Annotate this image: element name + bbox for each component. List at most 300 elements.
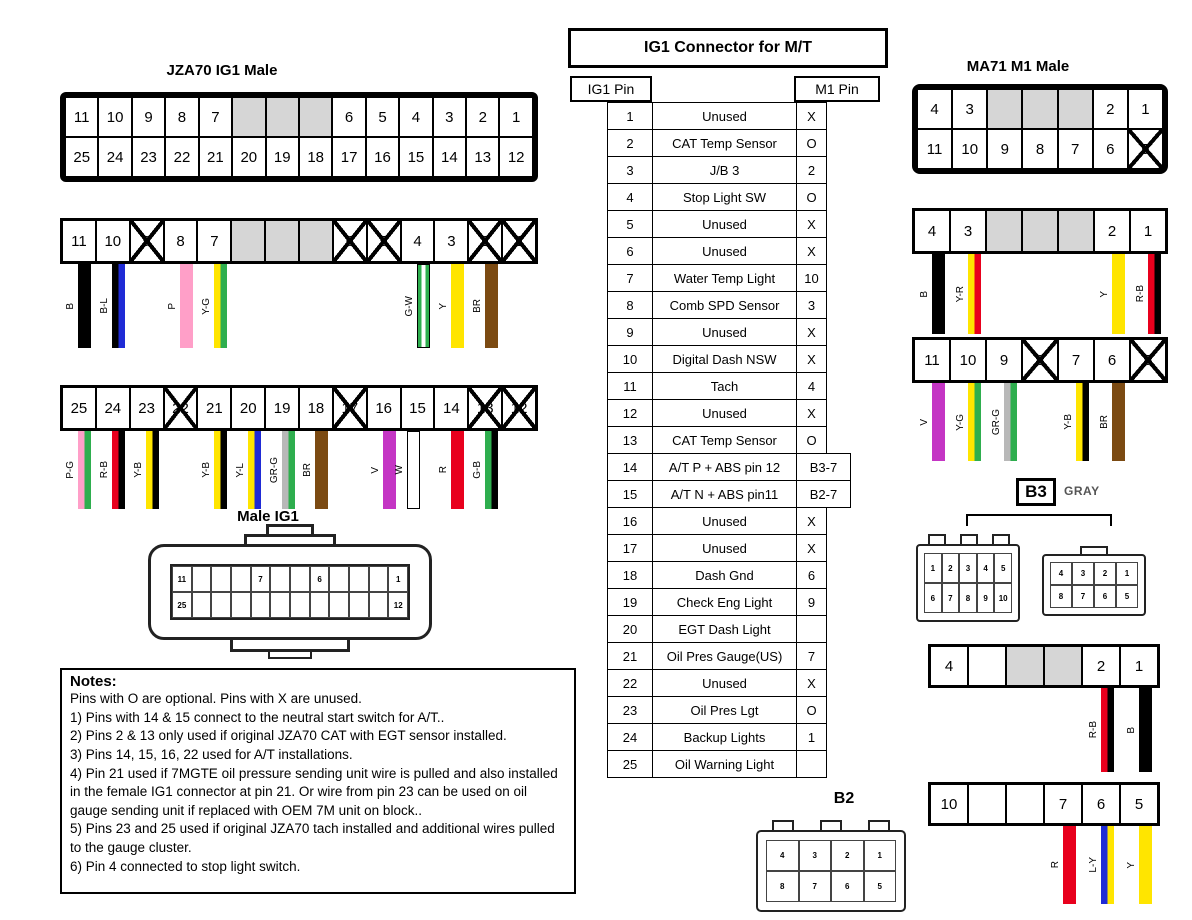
pin-cell bbox=[968, 784, 1006, 824]
pin-cell-13: 13 bbox=[468, 387, 502, 429]
connector-table-row bbox=[607, 129, 851, 157]
m1-pin-cell: X bbox=[796, 237, 827, 265]
pin-cell-6: 6 bbox=[1093, 129, 1128, 169]
drawing-pin-cell bbox=[231, 566, 251, 592]
signal-description-cell: EGT Dash Light bbox=[652, 615, 797, 643]
drawing-pin-cell-5: 5 bbox=[994, 553, 1012, 583]
signal-description-cell: Unused bbox=[652, 237, 797, 265]
drawing-pin-cell bbox=[290, 592, 310, 618]
drawing-pin-row bbox=[1050, 562, 1138, 585]
pin-cell-4: 4 bbox=[917, 89, 952, 129]
wire-r-b bbox=[1082, 688, 1120, 772]
connector-body bbox=[148, 544, 432, 640]
signal-description-cell: Unused bbox=[652, 669, 797, 697]
pin-cell-15: 15 bbox=[399, 137, 432, 177]
pin-cell-14: 14 bbox=[434, 387, 468, 429]
signal-description-cell: J/B 3 bbox=[652, 156, 797, 184]
drawing-pin-row bbox=[766, 871, 896, 902]
wire-color-label: Y-L bbox=[234, 462, 246, 478]
wire-bar bbox=[1112, 383, 1125, 461]
wire-bar bbox=[932, 254, 945, 334]
pin-cell-21: 21 bbox=[199, 137, 232, 177]
signal-description-cell: Comb SPD Sensor bbox=[652, 291, 797, 319]
m1-pin-cell: O bbox=[796, 129, 827, 157]
connector-table-row bbox=[607, 345, 851, 373]
pin-cell bbox=[265, 220, 299, 262]
wire-color-label: V bbox=[370, 466, 382, 474]
drawing-pin-cell-8: 8 bbox=[766, 871, 799, 902]
ma71-wires-middle bbox=[914, 383, 1166, 463]
pin-cell-19: 19 bbox=[266, 137, 299, 177]
pin-cell-13: 13 bbox=[466, 137, 499, 177]
wire-bar bbox=[180, 264, 193, 348]
connector-table-row bbox=[607, 669, 851, 697]
drawing-pin-cell bbox=[329, 566, 349, 592]
drawing-pin-cell-10: 10 bbox=[994, 583, 1012, 613]
wire-bar bbox=[932, 383, 945, 461]
m1-pin-cell: X bbox=[796, 507, 827, 535]
signal-description-cell: Unused bbox=[652, 399, 797, 427]
drawing-pin-cell-8: 8 bbox=[959, 583, 977, 613]
connector-table-row bbox=[607, 642, 851, 670]
drawing-pin-cell-4: 4 bbox=[766, 840, 799, 871]
signal-description-cell: Unused bbox=[652, 102, 797, 130]
m1-pin-cell: X bbox=[796, 210, 827, 238]
pin-cell-7: 7 bbox=[1058, 129, 1093, 169]
jza70-wires-bottom bbox=[62, 431, 536, 511]
drawing-pin-cell bbox=[211, 566, 231, 592]
m1-pin-cell: X bbox=[796, 669, 827, 697]
wire-color-label: GR-G bbox=[268, 456, 280, 484]
b3-connector-drawing-right bbox=[1042, 546, 1146, 616]
drawing-pin-cell-6: 6 bbox=[924, 583, 942, 613]
pin-cell-3: 3 bbox=[434, 220, 468, 262]
pin-cell-1: 1 bbox=[1130, 210, 1166, 252]
connector-table-row bbox=[607, 372, 851, 400]
note-line: 3) Pins 14, 15, 16, 22 used for A/T installations. bbox=[70, 746, 353, 762]
jza70-pin-row-bottom bbox=[60, 385, 538, 431]
wire-bar bbox=[1063, 826, 1076, 904]
pin-cell-15: 15 bbox=[401, 387, 435, 429]
pin-cell bbox=[1022, 210, 1058, 252]
ig1-pin-cell: 12 bbox=[607, 399, 653, 427]
signal-description-cell: CAT Temp Sensor bbox=[652, 129, 797, 157]
signal-description-cell: Digital Dash NSW bbox=[652, 345, 797, 373]
wire-bar bbox=[214, 431, 227, 509]
wire-bar bbox=[1139, 826, 1152, 904]
pin-cell-4: 4 bbox=[399, 97, 432, 137]
m1-pin-cell: X bbox=[796, 102, 827, 130]
pin-cell-5: 5 bbox=[1128, 129, 1163, 169]
pin-cell-6: 6 bbox=[1082, 784, 1120, 824]
pin-cell-9: 9 bbox=[130, 220, 164, 262]
wire-color-label: BR bbox=[302, 463, 314, 477]
pin-cell-18: 18 bbox=[299, 387, 333, 429]
drawing-pin-row bbox=[1050, 585, 1138, 608]
pin-cell-11: 11 bbox=[62, 220, 96, 262]
drawing-pin-cell-1: 1 bbox=[924, 553, 942, 583]
note-line: 2) Pins 2 & 13 only used if original JZA70 CAT with EGT sensor installed. bbox=[70, 728, 507, 744]
m1-pin-cell bbox=[796, 615, 827, 643]
pin-cell-1: 1 bbox=[1120, 646, 1158, 686]
wire-b bbox=[1120, 688, 1158, 772]
pin-cell bbox=[1006, 646, 1044, 686]
ig1-pin-cell: 13 bbox=[607, 426, 653, 454]
m1-pin-cell: 3 bbox=[796, 291, 827, 319]
wire-bar bbox=[315, 431, 328, 509]
pin-cell-24: 24 bbox=[96, 387, 130, 429]
m1-pin-cell: 4 bbox=[796, 372, 827, 400]
wire-bar bbox=[214, 264, 227, 348]
wire-y-b bbox=[130, 431, 164, 509]
connector-table-row bbox=[607, 507, 851, 535]
signal-description-cell: Tach bbox=[652, 372, 797, 400]
wire-color-label: BR bbox=[1098, 415, 1110, 429]
pin-cell-16: 16 bbox=[366, 137, 399, 177]
wire-color-label: R bbox=[1049, 861, 1061, 869]
b3-right-pin-grid bbox=[1050, 562, 1138, 608]
wire-color-label: R-B bbox=[1087, 721, 1099, 739]
m1-pin-cell: 7 bbox=[796, 642, 827, 670]
drawing-pin-row bbox=[172, 592, 408, 618]
pin-cell-17: 17 bbox=[333, 387, 367, 429]
ma71-main-connector bbox=[912, 84, 1168, 174]
signal-description-cell: Oil Pres Lgt bbox=[652, 696, 797, 724]
drawing-pin-cell-7: 7 bbox=[251, 566, 271, 592]
b2-connector-label: B2 bbox=[833, 790, 855, 807]
connector-table-row bbox=[607, 318, 851, 346]
drawing-pin-row bbox=[924, 553, 1012, 583]
pin-cell-7: 7 bbox=[1044, 784, 1082, 824]
pin-cell-16: 16 bbox=[367, 387, 401, 429]
drawing-pin-cell bbox=[270, 592, 290, 618]
jza70-main-connector bbox=[60, 92, 538, 182]
signal-description-cell: CAT Temp Sensor bbox=[652, 426, 797, 454]
drawing-pin-cell bbox=[251, 592, 271, 618]
wire-color-label: Y bbox=[1098, 290, 1110, 298]
wire-w bbox=[391, 431, 425, 509]
b3-bracket-line bbox=[966, 514, 1112, 526]
pin-cell-1: 1 bbox=[502, 220, 536, 262]
b2-pin-grid bbox=[766, 840, 896, 902]
connector-table-row bbox=[607, 453, 851, 481]
ig1-pin-cell: 18 bbox=[607, 561, 653, 589]
wire-bar bbox=[112, 431, 125, 509]
wire-color-label: Y-B bbox=[1062, 414, 1074, 430]
wire-b bbox=[914, 254, 950, 334]
connector-table-row bbox=[607, 399, 851, 427]
drawing-pin-cell-1: 1 bbox=[1116, 562, 1138, 585]
connector-table-row bbox=[607, 237, 851, 265]
wire-br bbox=[299, 431, 333, 509]
wire-v bbox=[914, 383, 950, 461]
wire-bar bbox=[1139, 688, 1152, 772]
m1-pin-cell bbox=[796, 750, 827, 778]
pin-cell-5: 5 bbox=[367, 220, 401, 262]
wire-bar bbox=[417, 264, 430, 348]
note-line: 1) Pins with 14 & 15 connect to the neutral start switch for A/T.. bbox=[70, 709, 445, 725]
drawing-pin-cell-1: 1 bbox=[388, 566, 408, 592]
pin-cell-2: 2 bbox=[1094, 210, 1130, 252]
signal-description-cell: A/T N + ABS pin11 bbox=[652, 480, 797, 508]
wire-color-label: Y-B bbox=[133, 462, 145, 478]
jza70-title: JZA70 IG1 Male bbox=[166, 62, 278, 79]
wire-bar bbox=[78, 264, 91, 348]
wire-bar bbox=[485, 264, 498, 348]
drawing-pin-cell bbox=[211, 592, 231, 618]
wire-bar bbox=[1148, 254, 1161, 334]
wire-color-label: Y-G bbox=[954, 413, 966, 431]
signal-description-cell: Unused bbox=[652, 318, 797, 346]
ig1-pin-cell: 23 bbox=[607, 696, 653, 724]
pin-cell-4: 4 bbox=[914, 210, 950, 252]
m1-pin-cell: 6 bbox=[796, 561, 827, 589]
ig1-pin-cell: 14 bbox=[607, 453, 653, 481]
wire-g-w bbox=[401, 264, 435, 348]
wire-color-label: B bbox=[65, 302, 77, 310]
wire-color-label: R-B bbox=[1134, 285, 1146, 303]
wire-bar bbox=[451, 431, 464, 509]
ig1-pin-cell: 20 bbox=[607, 615, 653, 643]
drawing-pin-cell bbox=[369, 592, 389, 618]
ig1-pin-cell: 2 bbox=[607, 129, 653, 157]
wire-r-b bbox=[1130, 254, 1166, 334]
drawing-pin-cell-7: 7 bbox=[942, 583, 960, 613]
pin-cell-11: 11 bbox=[914, 339, 950, 381]
pin-cell-9: 9 bbox=[987, 129, 1022, 169]
pin-cell bbox=[231, 220, 265, 262]
jza70-main-row1 bbox=[65, 97, 533, 137]
wire-r bbox=[434, 431, 468, 509]
wire-color-label: B bbox=[1125, 726, 1137, 734]
pin-cell-5: 5 bbox=[366, 97, 399, 137]
drawing-pin-cell bbox=[290, 566, 310, 592]
ma71-wires-b3 bbox=[930, 688, 1158, 774]
wire-y-b bbox=[197, 431, 231, 509]
wire-color-label: L-Y bbox=[1087, 857, 1099, 873]
connector-table-row bbox=[607, 264, 851, 292]
connector-table-row bbox=[607, 534, 851, 562]
wire-color-label: G-B bbox=[471, 461, 483, 479]
drawing-pin-cell-2: 2 bbox=[831, 840, 864, 871]
ig1-pin-cell: 5 bbox=[607, 210, 653, 238]
wire-bar bbox=[1004, 383, 1017, 461]
jza70-main-row2 bbox=[65, 137, 533, 177]
drawing-pin-cell bbox=[349, 592, 369, 618]
drawing-pin-cell-6: 6 bbox=[310, 566, 330, 592]
pin-cell-8: 8 bbox=[1022, 129, 1057, 169]
pin-cell-22: 22 bbox=[165, 137, 198, 177]
wire-r-b bbox=[96, 431, 130, 509]
m1-pin-cell: X bbox=[796, 399, 827, 427]
wire-color-label: Y bbox=[437, 302, 449, 310]
note-line: 5) Pins 23 and 25 used if original JZA70 tach installed and additional wires pulled to the gauge cluster. bbox=[70, 821, 555, 855]
ig1-pin-cell: 25 bbox=[607, 750, 653, 778]
drawing-pin-cell bbox=[369, 566, 389, 592]
drawing-pin-cell bbox=[329, 592, 349, 618]
ig1-pin-cell: 16 bbox=[607, 507, 653, 535]
drawing-pin-cell bbox=[192, 592, 212, 618]
pin-cell-2: 2 bbox=[1093, 89, 1128, 129]
pin-cell-10: 10 bbox=[930, 784, 968, 824]
connector-table-row bbox=[607, 615, 851, 643]
drawing-pin-cell-6: 6 bbox=[1094, 585, 1116, 608]
pin-cell-1: 1 bbox=[1128, 89, 1163, 129]
pin-cell-12: 12 bbox=[499, 137, 532, 177]
m1-pin-cell: O bbox=[796, 696, 827, 724]
ig1-pin-cell: 3 bbox=[607, 156, 653, 184]
connector-table-row bbox=[607, 696, 851, 724]
drawing-pin-cell-9: 9 bbox=[977, 583, 995, 613]
pin-cell-20: 20 bbox=[231, 387, 265, 429]
pin-cell-3: 3 bbox=[950, 210, 986, 252]
pin-cell-7: 7 bbox=[1058, 339, 1094, 381]
wire-y-g bbox=[950, 383, 986, 461]
wire-gr-g bbox=[265, 431, 299, 509]
drawing-pin-cell bbox=[349, 566, 369, 592]
drawing-pin-row bbox=[766, 840, 896, 871]
connector-pin-grid bbox=[170, 564, 410, 620]
pin-cell-23: 23 bbox=[132, 137, 165, 177]
wire-l-y bbox=[1082, 826, 1120, 904]
wire-p-g bbox=[62, 431, 96, 509]
drawing-pin-cell-5: 5 bbox=[864, 871, 897, 902]
male-ig1-label: Male IG1 bbox=[237, 508, 299, 525]
ig1-pin-cell: 8 bbox=[607, 291, 653, 319]
pin-cell-21: 21 bbox=[197, 387, 231, 429]
pin-cell-24: 24 bbox=[98, 137, 131, 177]
connector-table-row bbox=[607, 210, 851, 238]
pin-cell-7: 7 bbox=[197, 220, 231, 262]
jza70-pin-row-top bbox=[60, 218, 538, 264]
pin-cell-5: 5 bbox=[1130, 339, 1166, 381]
connector-top-nub bbox=[266, 524, 314, 534]
ig1-pin-cell: 19 bbox=[607, 588, 653, 616]
ma71-wires-b2 bbox=[930, 826, 1158, 906]
signal-description-cell: Oil Pres Gauge(US) bbox=[652, 642, 797, 670]
wire-color-label: P bbox=[166, 302, 178, 310]
pin-cell-11: 11 bbox=[917, 129, 952, 169]
ig1-pin-cell: 4 bbox=[607, 183, 653, 211]
pin-cell bbox=[299, 220, 333, 262]
ma71-pin-row-top bbox=[912, 208, 1168, 254]
drawing-pin-cell-3: 3 bbox=[799, 840, 832, 871]
ig1-pin-cell: 22 bbox=[607, 669, 653, 697]
wire-color-label: Y-G bbox=[200, 297, 212, 315]
m1-pin-cell: B2-7 bbox=[796, 480, 851, 508]
wire-bar bbox=[78, 431, 91, 509]
b3-connector-drawing-left bbox=[916, 534, 1020, 622]
m1-pin-cell: B3-7 bbox=[796, 453, 851, 481]
m1-pin-cell: O bbox=[796, 183, 827, 211]
pin-cell bbox=[968, 646, 1006, 686]
m1-pin-cell: O bbox=[796, 426, 827, 454]
male-ig1-drawing bbox=[148, 524, 432, 660]
notes-box bbox=[60, 668, 576, 894]
pin-cell-19: 19 bbox=[265, 387, 299, 429]
wire-y-g bbox=[197, 264, 231, 348]
pin-cell bbox=[232, 97, 265, 137]
pin-cell-10: 10 bbox=[952, 129, 987, 169]
pin-cell-14: 14 bbox=[433, 137, 466, 177]
pin-cell-1: 1 bbox=[499, 97, 532, 137]
wire-br bbox=[468, 264, 502, 348]
wire-y-b bbox=[1058, 383, 1094, 461]
pin-cell-10: 10 bbox=[98, 97, 131, 137]
wire-b-l bbox=[96, 264, 130, 348]
pin-cell-3: 3 bbox=[433, 97, 466, 137]
pin-cell-11: 11 bbox=[65, 97, 98, 137]
pin-cell-6: 6 bbox=[332, 97, 365, 137]
wire-gr-g bbox=[986, 383, 1022, 461]
pin-cell bbox=[1058, 89, 1093, 129]
jza70-wires-top bbox=[62, 264, 536, 350]
connector-table-row bbox=[607, 102, 851, 130]
wire-color-label: Y bbox=[1125, 861, 1137, 869]
note-line: 4) Pin 21 used if 7MGTE oil pressure sending unit wire is pulled and also installed in the female IG1 connector at pin 21. Or wire from pin 23 can be used on oil gauge sending unit if replaced with OEM 7M unit on block.. bbox=[70, 765, 558, 818]
drawing-pin-cell bbox=[310, 592, 330, 618]
wire-br bbox=[1094, 383, 1130, 461]
connector-bottom-tab bbox=[230, 640, 350, 652]
connector-table-row bbox=[607, 561, 851, 589]
wire-p bbox=[164, 264, 198, 348]
pin-cell bbox=[1044, 646, 1082, 686]
note-line: Pins with O are optional. Pins with X are unused. bbox=[70, 691, 362, 706]
wire-color-label: R-B bbox=[99, 461, 111, 479]
b3-connector-label: B3 bbox=[1016, 478, 1056, 506]
drawing-pin-cell-25: 25 bbox=[172, 592, 192, 618]
wire-y bbox=[434, 264, 468, 348]
drawing-pin-cell-5: 5 bbox=[1116, 585, 1138, 608]
signal-description-cell: Check Eng Light bbox=[652, 588, 797, 616]
pin-cell bbox=[986, 210, 1022, 252]
ma71-main-row2 bbox=[917, 129, 1163, 169]
wire-r bbox=[1044, 826, 1082, 904]
connector-table-row bbox=[607, 183, 851, 211]
signal-description-cell: Unused bbox=[652, 534, 797, 562]
connector-table-row bbox=[607, 426, 851, 454]
pin-cell-22: 22 bbox=[164, 387, 198, 429]
pin-cell-5: 5 bbox=[1120, 784, 1158, 824]
pin-cell-6: 6 bbox=[333, 220, 367, 262]
pin-cell-4: 4 bbox=[401, 220, 435, 262]
wire-bar bbox=[968, 383, 981, 461]
m1-pin-cell: X bbox=[796, 534, 827, 562]
wire-y bbox=[1094, 254, 1130, 334]
pin-cell-2: 2 bbox=[468, 220, 502, 262]
wire-bar bbox=[407, 431, 420, 509]
drawing-pin-cell bbox=[270, 566, 290, 592]
wire-color-label: V bbox=[918, 418, 930, 426]
drawing-pin-cell-7: 7 bbox=[799, 871, 832, 902]
wire-color-label: R bbox=[437, 466, 449, 474]
pin-cell-10: 10 bbox=[950, 339, 986, 381]
column-header-ig1-pin: IG1 Pin bbox=[570, 76, 652, 102]
pin-cell bbox=[1058, 210, 1094, 252]
connector-table-row bbox=[607, 480, 851, 508]
connector-table-row bbox=[607, 723, 851, 751]
pin-cell-2: 2 bbox=[466, 97, 499, 137]
column-header-m1-pin: M1 Pin bbox=[794, 76, 880, 102]
wire-bar bbox=[282, 431, 295, 509]
notes-body bbox=[70, 690, 566, 876]
pin-cell-7: 7 bbox=[199, 97, 232, 137]
signal-description-cell: Oil Warning Light bbox=[652, 750, 797, 778]
wire-color-label: P-G bbox=[65, 461, 77, 479]
signal-description-cell: Dash Gnd bbox=[652, 561, 797, 589]
ig1-pin-cell: 21 bbox=[607, 642, 653, 670]
pin-cell-18: 18 bbox=[299, 137, 332, 177]
